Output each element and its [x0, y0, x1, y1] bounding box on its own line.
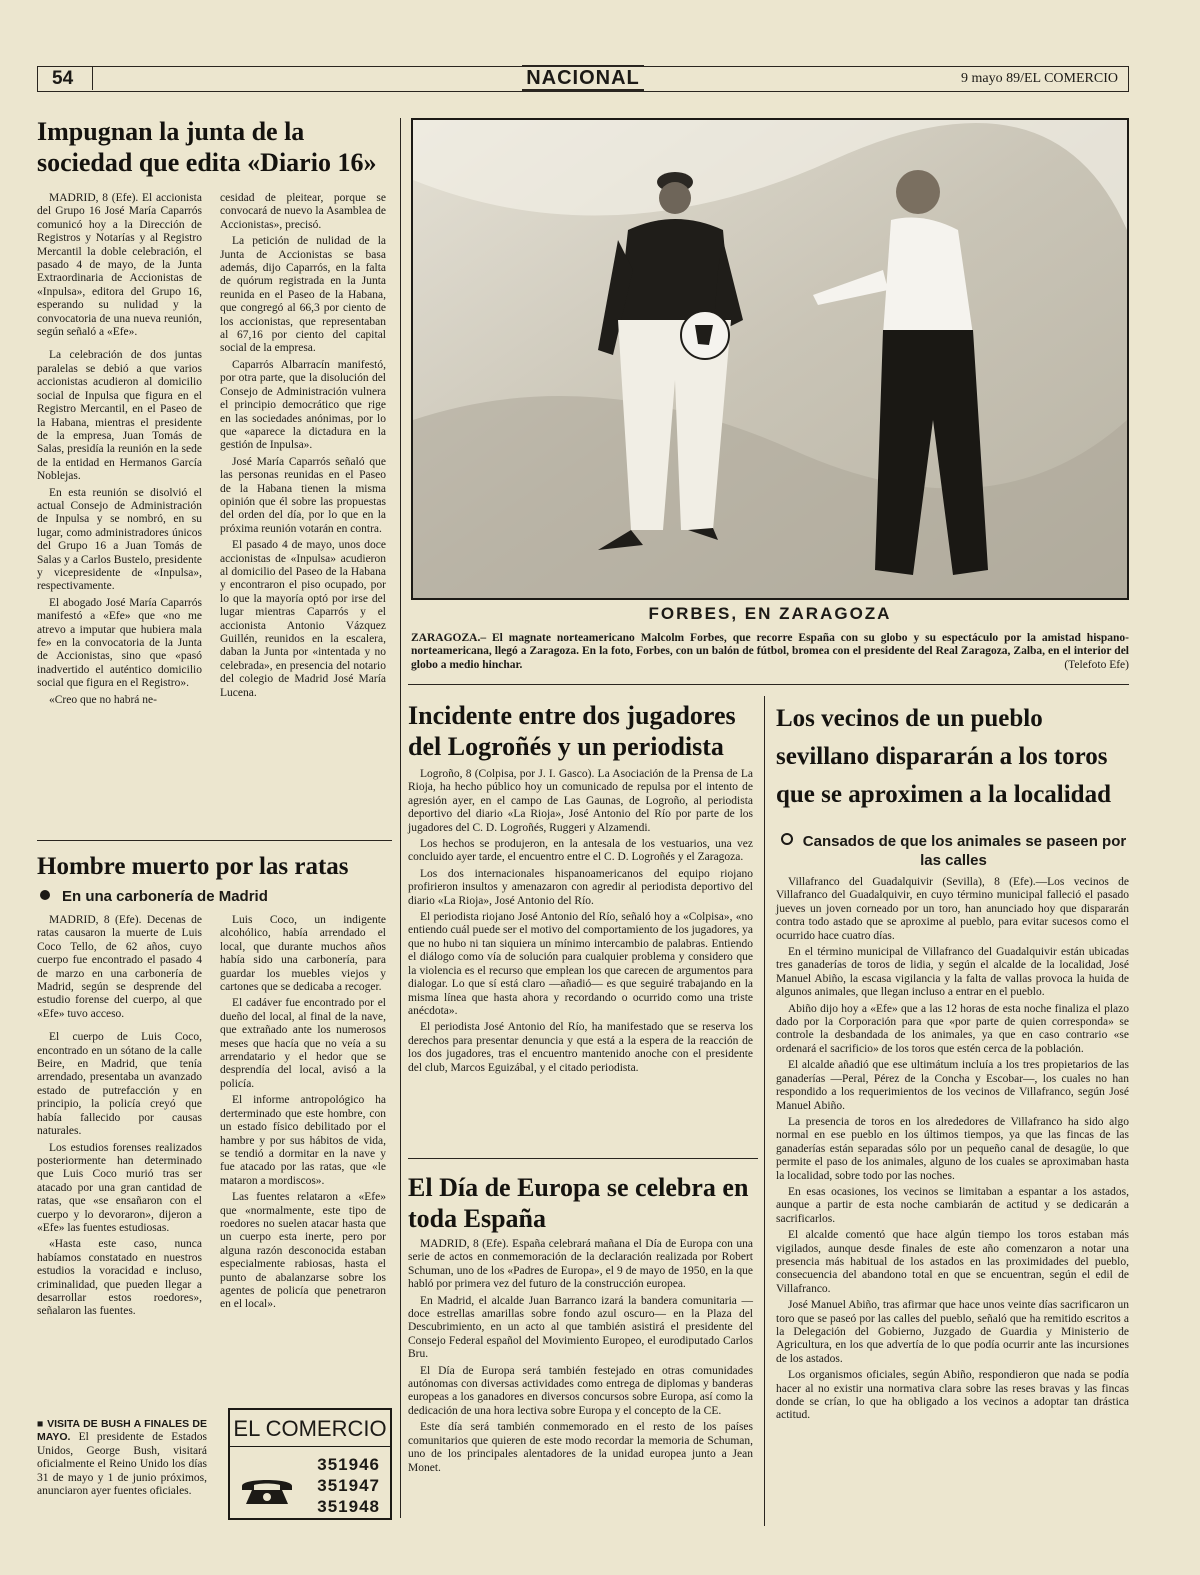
article1-col2 [220, 192, 386, 703]
article5-subtitle [776, 832, 1131, 870]
subtitle-text: En una carbonería de Madrid [62, 888, 268, 905]
paragraph: Este día será también conmemorado en el resto de los países comunitarios que quieren de este modo recordar la memoria de Schuman, uno de los principales alentadores de la unidad europea junto a Jean Monet. [408, 1421, 753, 1474]
forbes-photo [411, 118, 1129, 600]
paragraph: Abiño dijo hoy a «Efe» que a las 12 horas de esta noche finaliza el plazo dado por la Corporación para que «por parte de quien corresponda» se controle la desbandada de los animales, ya que en caso contrario «se ordenará el sacrificio» de los toros que estén cerca de la población. [776, 1002, 1129, 1055]
brief-heading: ■ VISITA DE BUSH A FINALES DE MAYO. [37, 1418, 207, 1444]
brief-text: El presidente de Estados Unidos, George Bush, visitará oficialmente el Reino Unido los días 31 de mayo y 1 de junio próximos, anunciaron ayer fuentes oficiales. [37, 1431, 208, 1498]
brief-bush-visit [37, 1418, 207, 1498]
photo-title: FORBES, EN ZARAGOZA [648, 604, 892, 623]
phone-box [228, 1408, 392, 1520]
section-label: NACIONAL [522, 65, 644, 91]
caption-text: ZARAGOZA.– El magnate norteamericano Malcolm Forbes, que recorre España con su globo y su espectáculo por la amistad hispano-norteamericana, llegó a Zaragoza. En la foto, Forbes, con un balón de fútbol, bromea con el presidente del Real Zaragoza, Zalba, en el interior del globo a medio hinchar. [411, 632, 1129, 671]
paragraph: Los hechos se produjeron, en la antesala de los vestuarios, una vez concluido ayer tarde, el encuentro entre el C. D. Logroñés y el Zaragoza. [408, 838, 753, 864]
column-divider [400, 118, 401, 1518]
article4-headline: El Día de Europa se celebra en toda España [408, 1173, 749, 1233]
paragraph: Caparrós Albarracín manifestó, por otra parte, que la disolución del Consejo de Administración vulnera el principio democrático que rige en las sociedades anónimas, por lo que «aparece la dictadura en la gestión de Inpulsa». [220, 358, 386, 452]
divider [408, 1158, 758, 1159]
paragraph: Luis Coco, un indigente alcohólico, había arrendado el local, que durante muchos años había sido una carbonería, para guardar los muebles viejos y cartones que se dedicaba a recoger. [220, 914, 386, 994]
header-date: 9 mayo 89/EL COMERCIO [961, 71, 1118, 86]
paragraph: El alcalde añadió que ese ultimátum incluía a los tres propietarios de las ganaderías —Peral, Pérez de la Concha y Escobar—, los cuales no han respondido a los requerimientos de los vecinos de Villafranco, según José Manuel Abiño. [776, 1059, 1129, 1112]
paragraph: Los estudios forenses realizados posteriormente han determinado que Luis Coco murió tras ser atacado por una gran cantidad de ratas, que «se ensañaron con el cuerpo y lo devoraron», dijeron a «Efe» las fuentes estudiosas. [37, 1141, 202, 1234]
article5-headline: Los vecinos de un pueblo sevillano dispararán a los toros que se aproximen a la localidad [776, 705, 1111, 808]
paragraph: La celebración de dos juntas paralelas se debió a que varios accionistas acudieron al domicilio social de Inpulsa que figura en el Registro Mercantil, en el Paseo de la Habana, mientras el presidente de la empresa, Juan Tomás de Salas, presidía la reunión en la sede de la entidad en Hermanos García Noblejas. [37, 349, 202, 483]
paragraph: Las fuentes relataron a «Efe» que «normalmente, este tipo de roedores no suelen atacar hasta que un cuerpo esta inerte, pero por alguna razón desconocida estaban especialmente rabiosas, hasta el punto de abalanzarse sobre los agentes de policía que penetraron en el local». [220, 1191, 386, 1311]
divider [37, 840, 392, 841]
page-header [37, 66, 1129, 92]
brief-head-text: VISITA DE BUSH A FINALES DE MAYO. [37, 1418, 207, 1444]
paragraph: MADRID, 8 (Efe). España celebrará mañana el Día de Europa con una serie de actos en conmemoración de la declaración realizada por Robert Schuman, uno de los «Padres de Europa», el 9 de mayo de 1950, en la que habló por primera vez del futuro de la construcción europea. [408, 1238, 753, 1291]
paragraph: En el término municipal de Villafranco del Guadalquivir están ubicadas tres ganaderías de toros de lidia, y según el alcalde de la localidad, José Manuel Abiño, la escasa vigilancia y la falta de vallas provoca la huida de algunos animales, que llegan incluso a entrar en el pueblo. [776, 946, 1129, 999]
photo-caption [411, 632, 1129, 672]
divider [408, 684, 1129, 685]
paragraph: Los dos internacionales hispanoamericanos del equipo riojano profirieron insultos y amenazaron con agredir al periodista deportivo del diario «La Rioja», José Antonio del Río. [408, 867, 753, 907]
bullet-icon [781, 833, 793, 845]
article2-col1 [37, 914, 202, 1322]
paragraph: La presencia de toros en los alrededores de Villafranco ha sido algo normal en ese pueblo en los últimos tiempos, ya que las fincas de las ganaderías están separadas sólo por un pequeño canal de desagüe, lo que permite el paso de los animales, alguno de los cuales se aproximaban hasta la localidad, sobre todo por las noches. [776, 1115, 1129, 1182]
paragraph: El periodista José Antonio del Río, ha manifestado que se reserva los derechos para presentar denuncia y que está a la espera de la reacción de los dos jugadores, tras el encuentro mantenido anoche con el presidente del club, Marcos Eguizábal, y el citado periodista. [408, 1021, 753, 1074]
article5-body [776, 876, 1129, 1426]
paragraph: El alcalde comentó que hace algún tiempo los toros estaban más vigilados, aunque desde finales de este año comenzaron a notar una presencia más habitual de los astados en las proximidades del pueblo, consecuencia del abandono total en que se encuentran, según el edil de Villafranco. [776, 1229, 1129, 1295]
page-number: 54 [38, 67, 93, 90]
paragraph: El periodista riojano José Antonio del Río, señaló hoy a «Colpisa», «no entiendo cuál puede ser el motivo del comportamiento de los jugadores, ya que no hubo ni tan siquiera un mínimo intercambio de palabras. Entiendo el diálogo como vía de solución para cualquier problema y considero que la violencia es el recurso que emplean los que carecen de argumentos para dialogar. Lo que sí está claro —añadió— es que seguiré trabajando en la misma línea que hasta ahora y recordando o ocurrido como una triste anécdota». [408, 911, 753, 1017]
paragraph: La petición de nulidad de la Junta de Accionistas se basa además, dijo Caparrós, en la falta de quórum registrada en la Junta reunida en el Paseo de la Habana, que congregó al 66,3 por ciento de los accionistas, que representaban al 67,16 por ciento del capital social de la empresa. [220, 235, 386, 355]
article3-headline: Incidente entre dos jugadores del Logroñés y un periodista [408, 701, 736, 761]
paragraph: Villafranco del Guadalquivir (Sevilla), 8 (Efe).—Los vecinos de Villafranco del Guadalquivir, en cuyo término municipal falleció el pasado jueves un joven corneado por un toro, han anunciado hoy que dispararán contra todo astado que se aproxime al pueblo, para evitar sucesos como el ocurrido hace cuatro días. [776, 876, 1129, 942]
paragraph: En esta reunión se disolvió el actual Consejo de Administración de Inpulsa y se nombró, en su lugar, como administradores únicos del Grupo 16 a Juan Tomás de Salas y a Carlos Bustelo, presidente y vicepresidente de «Inpulsa», respectivamente. [37, 486, 202, 593]
telephone-icon [238, 1472, 296, 1506]
paragraph: El cadáver fue encontrado por el dueño del local, al final de la nave, que extrañado ante los numerosos meses que hacía que no veía a su arrendatario y el hedor que se desprendía del local, avisó a la policía. [220, 997, 386, 1090]
article2-col2 [220, 914, 386, 1315]
phone-number: 351948 [317, 1497, 380, 1516]
phone-numbers [317, 1454, 380, 1517]
article2-subtitle [40, 887, 390, 906]
column-divider [764, 696, 765, 1526]
paragraph: El informe antropológico ha derterminado que este hombre, con un estado físico debilitado por el hambre y por sus hábitos de vida, se tendió a dormitar en la nave y fue atacado por las ratas, que «le mataron a mordiscos». [220, 1094, 386, 1187]
paragraph: José María Caparrós señaló que las personas reunidas en el Paseo de la Habana tienen la misma opinión que él sobre las propuestas del orden del día, por lo que en la próxima reunión votarán en contra. [220, 455, 386, 535]
paragraph: En esas ocasiones, los vecinos se limitaban a espantar a los astados, aunque a partir de esta noche cambiarán de actitud y se dedicarán a sacrificarlos. [776, 1185, 1129, 1225]
article1-headline: Impugnan la junta de la sociedad que edita «Diario 16» [37, 117, 377, 177]
article4-body [408, 1238, 753, 1478]
phone-number: 351947 [317, 1476, 380, 1495]
paragraph: «Hasta este caso, nunca habíamos constatado en nuestros estudios la voracidad e incluso, criminalidad, que pueden llegar a desarrollar estos roedores», señalaron las fuentes. [37, 1238, 202, 1318]
paragraph: MADRID, 8 (Efe). Decenas de ratas causaron la muerte de Luis Coco Tello, de 62 años, cuyo cuerpo fue encontrado el pasado 4 de marzo en una carbonería de Madrid, según se desprende del estudio forense del cuerpo, al que «Efe» tuvo acceso. [37, 914, 202, 1020]
phone-number: 351946 [317, 1455, 380, 1474]
bullet-icon [40, 890, 50, 900]
box-title: EL COMERCIO [230, 1416, 390, 1447]
paragraph: José Manuel Abiño, tras afirmar que hace unos veinte días sacrificaron un toro que se paseó por las calles del pueblo, señaló que ha remitido escritos a la Delegación del Gobierno, Juzgado de Guardia y Ministerio de Agricultura, en los que advertía de lo que podía ocurrir ante las incursiones de los astados. [776, 1299, 1129, 1365]
subtitle-text: Cansados de que los animales se paseen por las calles [802, 833, 1127, 869]
paragraph: El pasado 4 de mayo, unos doce accionistas de «Inpulsa» acudieron al domicilio del Paseo de la Habana y encontraron el piso ocupado, por lo que la mayoría optó por irse del lugar mientras Caparrós y el accionista Antonio Vázquez Guillén, reunidos en la escalera, daban la Junta por «intentada y no celebrada», en presencia del notario del colegio de Madrid José María Lucena. [220, 539, 386, 699]
paragraph: Los organismos oficiales, según Abiño, respondieron que nada se podía hacer al no existir una normativa clara sobre las reses bravas y las fincas donde se crían, lo que ha obligado a los vecinos a adoptar tan drástica actitud. [776, 1369, 1129, 1422]
photo-credit: (Telefoto Efe) [1064, 658, 1129, 671]
paragraph: El Día de Europa será también festejado en otras comunidades autónomas con diversas actividades como entrega de diplomas y banderas europeas a los ganadores en diversos concursos sobre Europa, así como la dedicación de una hora lectiva sobre Europa y el concepto de la CE. [408, 1364, 753, 1417]
paragraph: El cuerpo de Luis Coco, encontrado en un sótano de la calle Beire, en Madrid, que tenía arrendado, presentaba un avanzado estado de putrefacción y en principio, la policía creyó que había fallecido por causas naturales. [37, 1031, 202, 1138]
paragraph: Logroño, 8 (Colpisa, por J. I. Gasco). La Asociación de la Prensa de La Rioja, ha hecho público hoy un comunicado de repulsa por el intento de agresión ayer, en el campo de Las Gaunas, de Logroño, al periodista deportivo del diario «La Rioja», José Antonio del Río por parte de los jugadores del C. D. Logroñés, Ruggeri y Alzamendi. [408, 768, 753, 834]
article2-headline: Hombre muerto por las ratas [37, 853, 349, 880]
article1-col1 [37, 192, 202, 710]
photo-image [413, 120, 1127, 598]
paragraph: cesidad de pleitear, porque se convocará de nuevo la Asamblea de Accionistas», precisó. [220, 192, 386, 231]
paragraph: El abogado José María Caparrós manifestó a «Efe» que «no me atrevo a imputar que hubiera mala fe» en la convocatoria de la Junta de Accionistas, sino que «pasó inadvertido el auténtico domicilio social que figura en el Registro». [37, 596, 202, 690]
paragraph: En Madrid, el alcalde Juan Barranco izará la bandera comunitaria —doce estrellas amarillas sobre fondo azul oscuro— en la Plaza del Descubrimiento, en un acto al que también asistirá el presidente del Consejo Federal español del Movimiento Europeo, el eurodiputado Carlos Bru. [408, 1294, 753, 1361]
article3-body [408, 768, 753, 1078]
paragraph: MADRID, 8 (Efe). El accionista del Grupo 16 José María Caparrós comunicó hoy a la Dirección de Registros y Notarías y al Registro Mercantil la doble celebración, el pasado 4 de mayo, de la Junta Extraordinaria de Accionistas de «Inpulsa», editora del Grupo 16, esperando su nulidad y la convocatoria de una nueva reunión, según señaló a «Efe». [37, 192, 202, 339]
paragraph: «Creo que no habrá ne- [49, 693, 157, 706]
